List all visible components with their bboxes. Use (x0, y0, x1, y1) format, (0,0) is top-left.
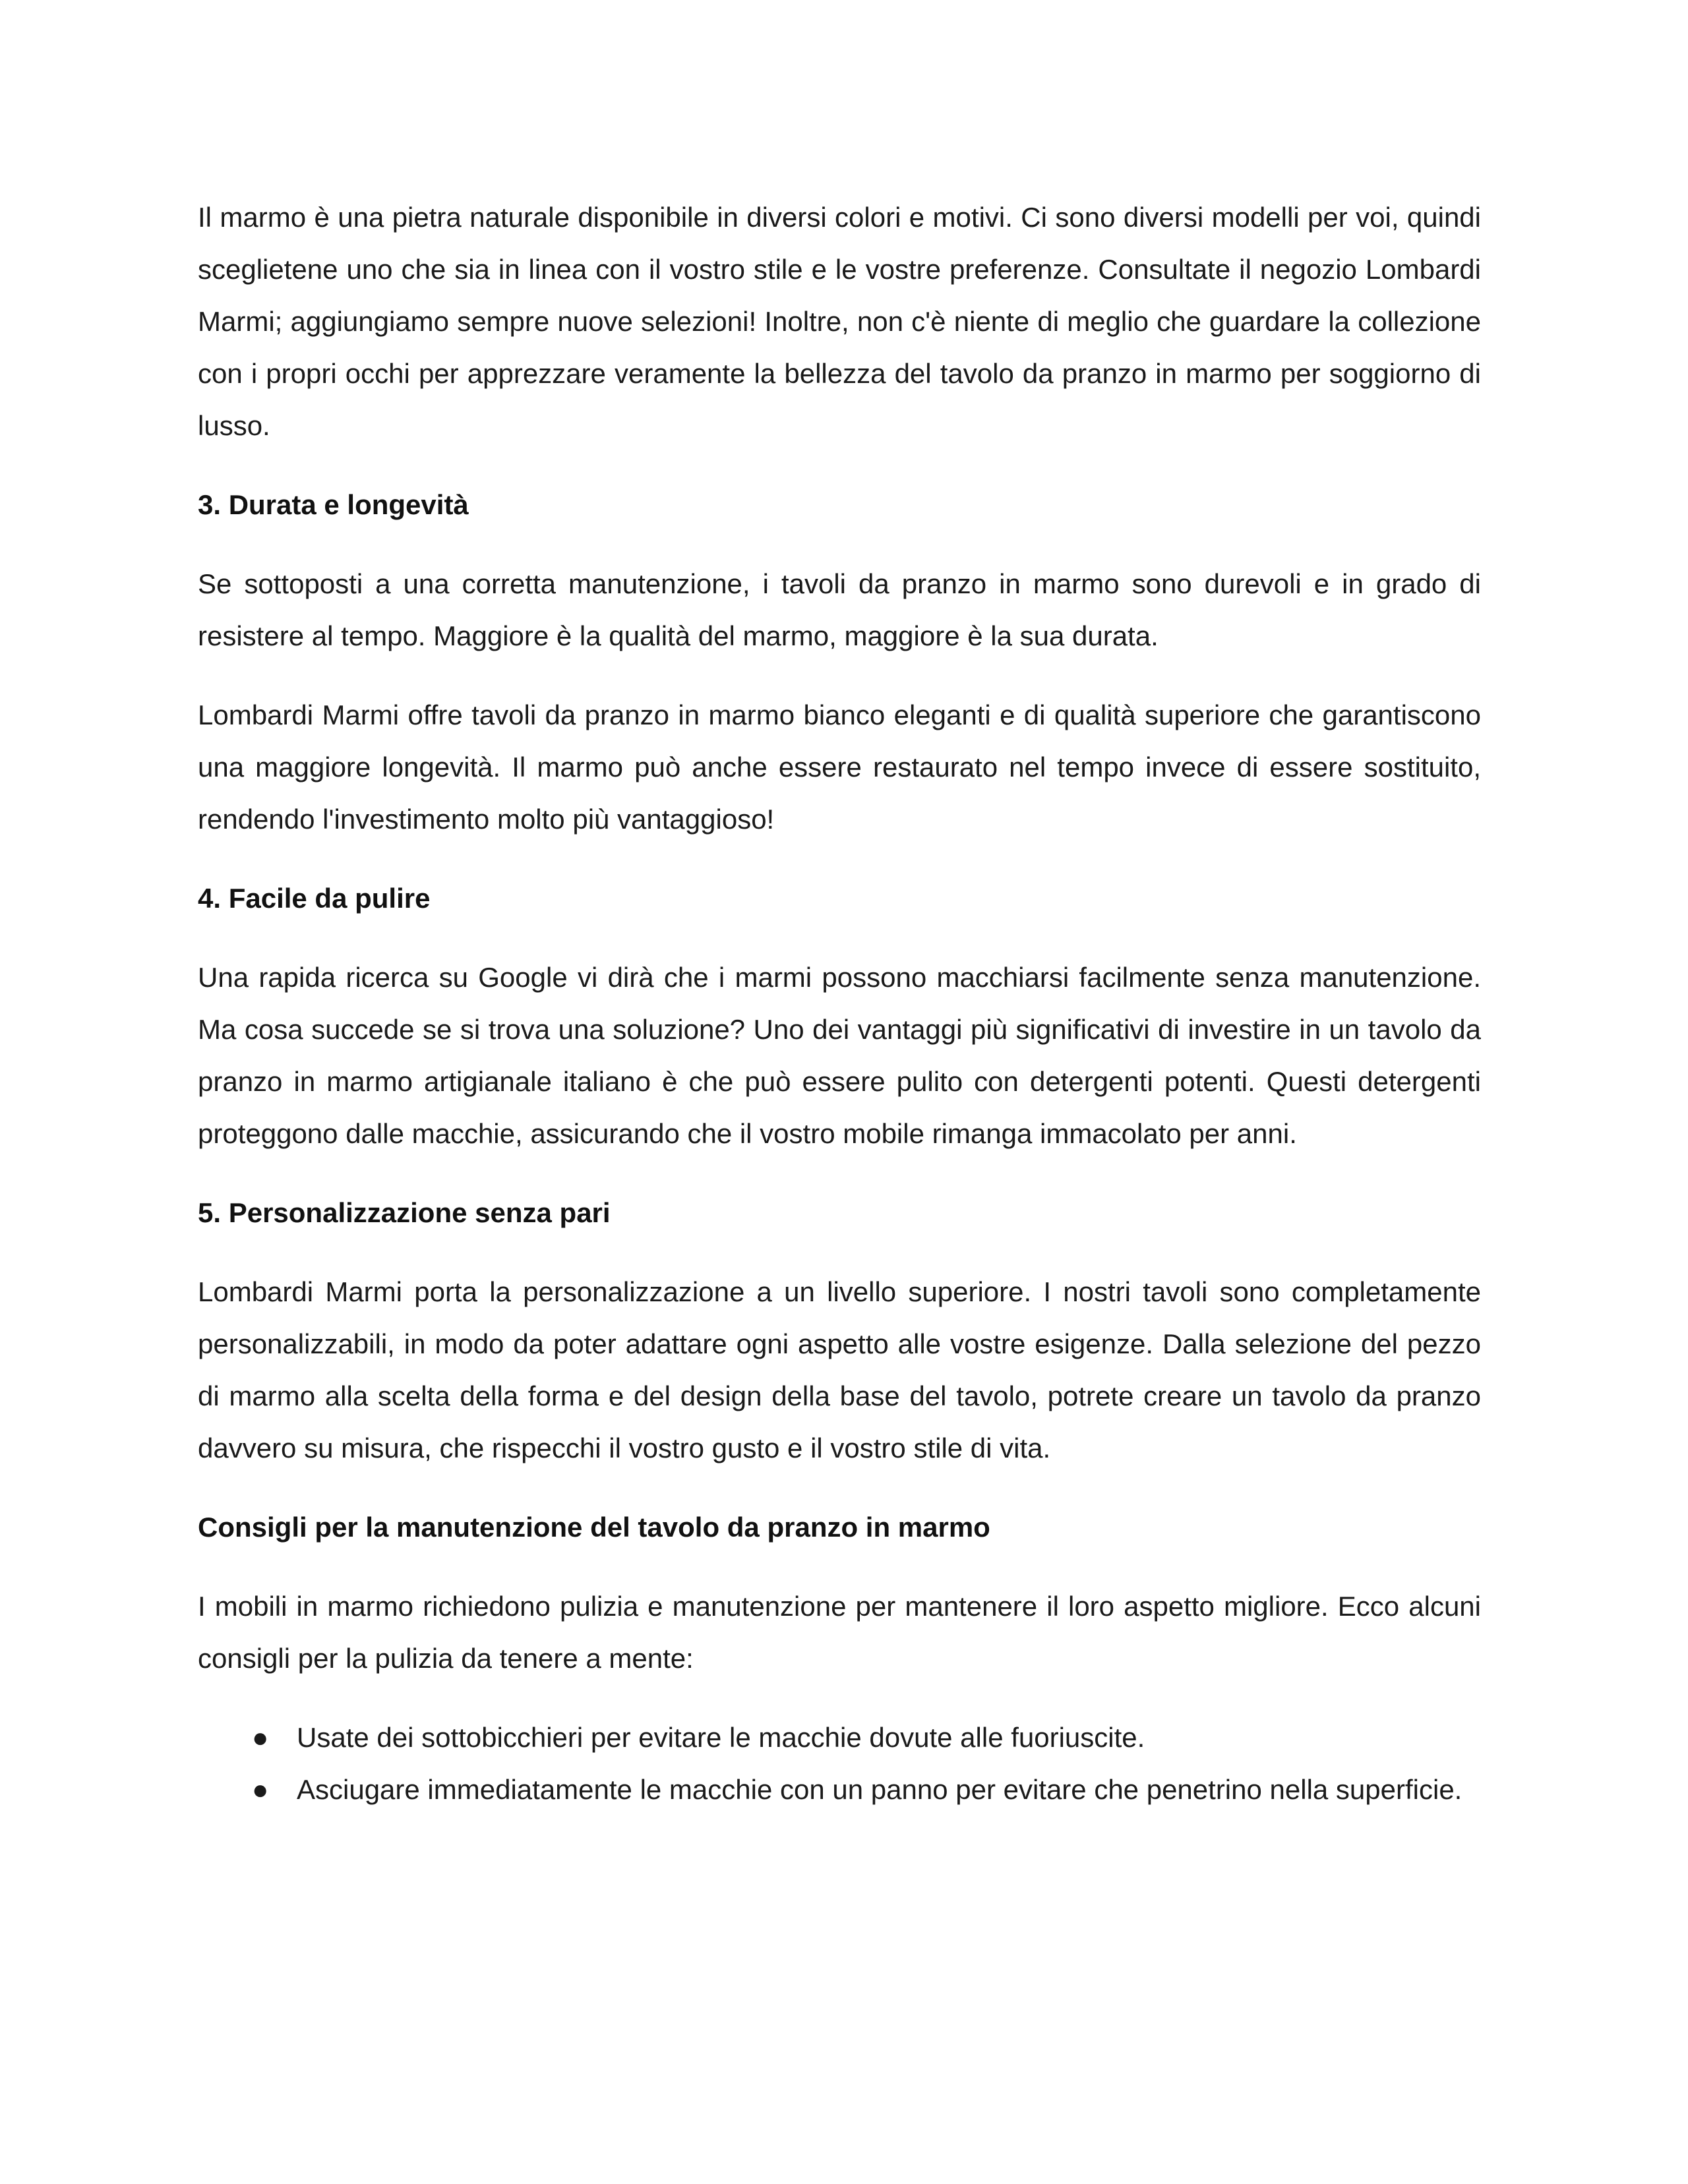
section-heading: 5. Personalizzazione senza pari (198, 1197, 611, 1228)
bullet-icon: ● (252, 1722, 269, 1753)
section-heading: 4. Facile da pulire (198, 883, 431, 914)
section-facile-da-pulire (198, 872, 1481, 1160)
bullet-icon: ● (252, 1774, 269, 1805)
section-paragraph: Lombardi Marmi porta la personalizzazione a un livello superiore. I nostri tavoli sono completamente personalizzabili, in modo da poter adattare ogni aspetto alle vostre esigenze. Dalla selezione del pezzo di marmo alla scelta della forma e del design della base del tavolo, potrete creare un tavolo da pranzo davvero su misura, che rispecchi il vostro gusto e il vostro stile di vita. (198, 1276, 1481, 1463)
section-paragraph: I mobili in marmo richiedono pulizia e manutenzione per mantenere il loro aspetto migliore. Ecco alcuni consigli per la pulizia da tenere a mente: (198, 1591, 1481, 1674)
section-paragraph: Lombardi Marmi offre tavoli da pranzo in marmo bianco eleganti e di qualità superiore che garantiscono una maggiore longevità. Il marmo può anche essere restaurato nel tempo invece di essere sostituito, rendendo l'investimento molto più vantaggioso! (198, 699, 1481, 835)
intro-paragraph: Il marmo è una pietra naturale disponibile in diversi colori e motivi. Ci sono diversi modelli per voi, quindi sceglietene uno che sia in linea con il vostro stile e le vostre preferenze. Consultate il negozio Lombardi Marmi; aggiungiamo sempre nuove selezioni! Inoltre, non c'è niente di meglio che guardare la collezione con i propri occhi per apprezzare veramente la bellezza del tavolo da pranzo in marmo per soggiorno di lusso. (198, 202, 1481, 441)
section-heading: Consigli per la manutenzione del tavolo da pranzo in marmo (198, 1512, 990, 1543)
list-item (198, 1711, 1481, 1763)
document-page (198, 191, 1481, 1815)
section-consigli (198, 1501, 1481, 1815)
section-paragraph: Una rapida ricerca su Google vi dirà che i marmi possono macchiarsi facilmente senza manutenzione. Ma cosa succede se si trova una soluzione? Uno dei vantaggi più significativi di investire in un tavolo da pranzo in marmo artigianale italiano è che può essere pulito con detergenti potenti. Questi detergenti proteggono dalle macchie, assicurando che il vostro mobile rimanga immacolato per anni. (198, 962, 1481, 1149)
list-item-text: Usate dei sottobicchieri per evitare le macchie dovute alle fuoriuscite. (297, 1722, 1145, 1753)
section-durata (198, 479, 1481, 845)
section-heading: 3. Durata e longevità (198, 489, 469, 520)
section-personalizzazione (198, 1187, 1481, 1474)
tips-list (198, 1711, 1481, 1815)
section-paragraph: Se sottoposti a una corretta manutenzione, i tavoli da pranzo in marmo sono durevoli e in grado di resistere al tempo. Maggiore è la qualità del marmo, maggiore è la sua durata. (198, 568, 1481, 651)
list-item (198, 1763, 1481, 1815)
list-item-text: Asciugare immediatamente le macchie con un panno per evitare che penetrino nella superficie. (297, 1774, 1462, 1805)
